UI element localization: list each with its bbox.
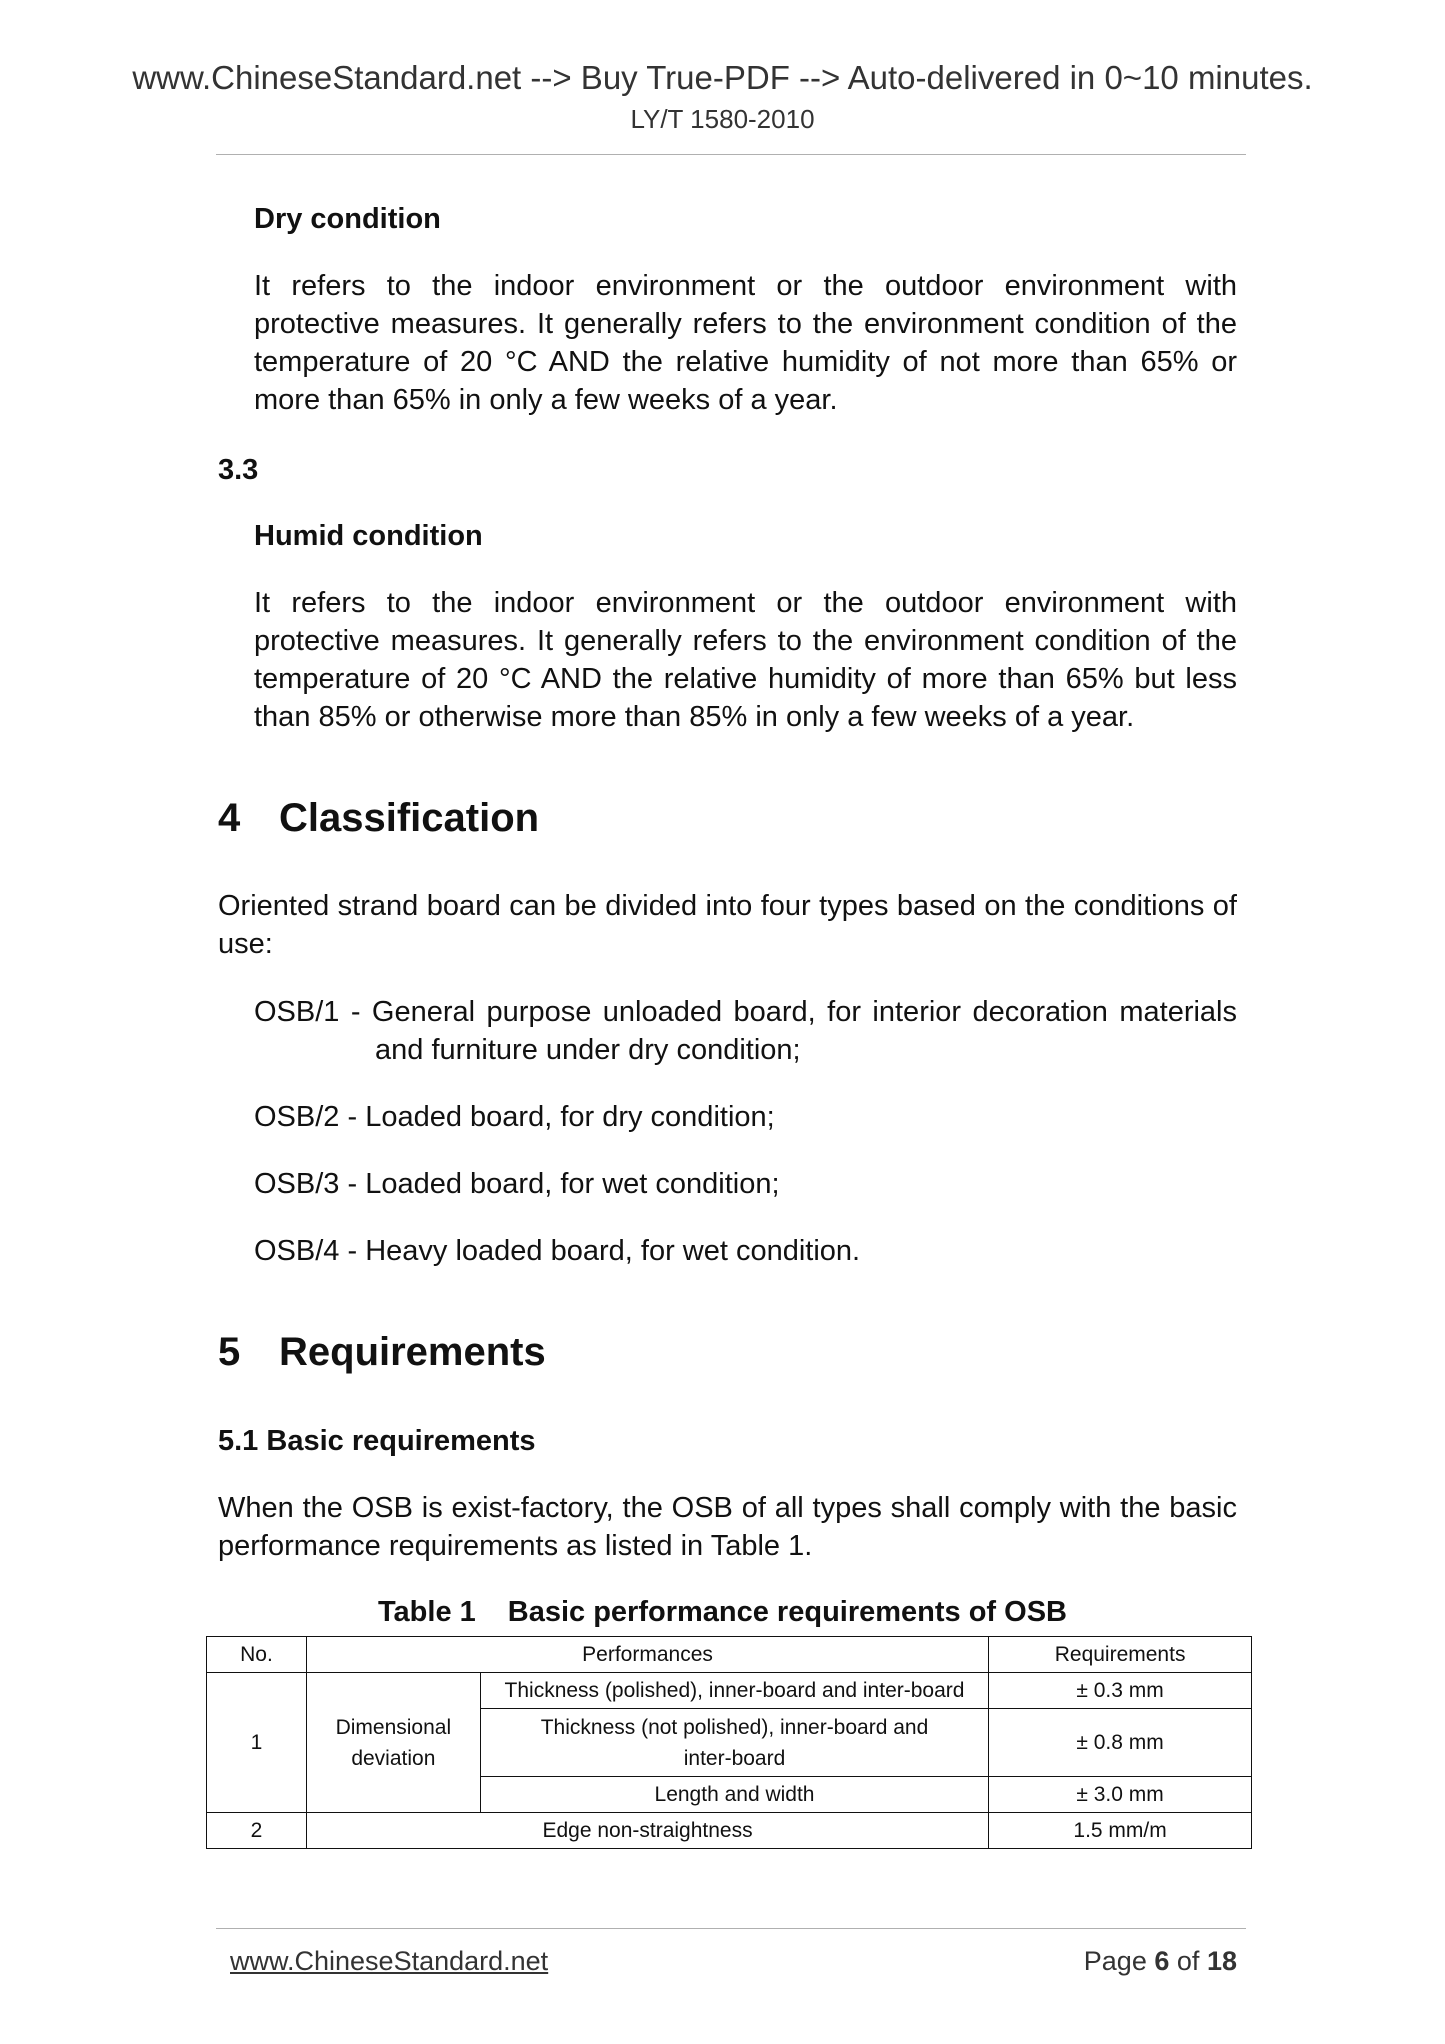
paragraph-line: protective measures. It generally refers to the environment condition of the — [254, 308, 1237, 340]
section-4-title: Classification — [279, 796, 540, 840]
table-caption-text: Basic performance requirements of OSB — [507, 1596, 1067, 1628]
paragraph-line: performance requirements as listed in Table 1. — [218, 1530, 813, 1562]
standard-id: LY/T 1580-2010 — [630, 104, 815, 134]
paragraph-line: Oriented strand board can be divided into four types based on the conditions of — [218, 890, 1237, 922]
footer-divider — [216, 1928, 1246, 1929]
cell-requirement: ± 0.8 mm — [989, 1709, 1252, 1777]
cell-performance: Thickness (polished), inner-board and inter-board — [480, 1673, 988, 1709]
cell-requirement: 1.5 mm/m — [989, 1813, 1252, 1849]
dry-condition-paragraph — [254, 267, 1237, 419]
page-of: of — [1176, 1946, 1200, 1976]
page-current: 6 — [1154, 1946, 1170, 1976]
classification-item-osb2: OSB/2 - Loaded board, for dry condition; — [254, 1101, 775, 1133]
cell-group-line: Dimensional — [335, 1715, 452, 1739]
list-item-line: and furniture under dry condition; — [375, 1034, 801, 1066]
page-indicator — [1084, 1944, 1237, 1978]
cell-group-line: deviation — [351, 1746, 436, 1770]
table-row — [207, 1673, 1252, 1709]
classification-intro — [218, 887, 1237, 963]
classification-item-osb3: OSB/3 - Loaded board, for wet condition; — [254, 1168, 780, 1200]
section-number-3-3: 3.3 — [218, 454, 259, 486]
section-5-title: Requirements — [279, 1330, 546, 1374]
cell-performance: Length and width — [480, 1777, 988, 1813]
humid-condition-title: Humid condition — [254, 520, 483, 552]
humid-condition-paragraph — [254, 584, 1237, 736]
page-total: 18 — [1206, 1946, 1237, 1976]
table-row — [207, 1813, 1252, 1849]
footer-link[interactable]: www.ChineseStandard.net — [230, 1946, 549, 1976]
cell-performance-line: inter-board — [683, 1746, 786, 1770]
table-1 — [206, 1636, 1252, 1849]
requirements-paragraph — [218, 1489, 1237, 1565]
paragraph-line: than 85% or otherwise more than 85% in only a few weeks of a year. — [254, 701, 1135, 733]
paragraph-line: It refers to the indoor environment or the outdoor environment with — [254, 270, 1237, 302]
header-divider — [216, 154, 1246, 155]
page-word: Page — [1083, 1946, 1147, 1976]
header-banner: www.ChineseStandard.net --> Buy True-PDF --> Auto-delivered in 0~10 minutes. — [132, 59, 1313, 96]
table-caption-label: Table 1 — [377, 1596, 476, 1628]
classification-item-osb1 — [254, 993, 1237, 1069]
cell-performance: Edge non-straightness — [306, 1813, 988, 1849]
cell-performance-line: Thickness (not polished), inner-board and — [540, 1715, 929, 1739]
cell-performance — [480, 1709, 988, 1777]
table-1-caption — [0, 1594, 1445, 1630]
cell-requirement: ± 3.0 mm — [989, 1777, 1252, 1813]
paragraph-line: It refers to the indoor environment or the outdoor environment with — [254, 587, 1237, 619]
paragraph-line: protective measures. It generally refers to the environment condition of the — [254, 625, 1237, 657]
dry-condition-title: Dry condition — [254, 203, 441, 235]
section-5-number: 5 — [218, 1330, 241, 1374]
paragraph-line: temperature of 20 °C AND the relative humidity of not more than 65% or — [254, 346, 1237, 378]
subsection-5-1-title: 5.1 Basic requirements — [218, 1425, 536, 1457]
header-cell-performances: Performances — [306, 1637, 988, 1673]
section-4-number: 4 — [218, 796, 241, 840]
table-header-row — [207, 1637, 1252, 1673]
header-cell-no: No. — [207, 1637, 307, 1673]
cell-no: 1 — [207, 1673, 307, 1813]
paragraph-line: temperature of 20 °C AND the relative humidity of more than 65% but less — [254, 663, 1237, 695]
cell-group — [306, 1673, 480, 1813]
paragraph-line: When the OSB is exist-factory, the OSB of all types shall comply with the basic — [218, 1492, 1237, 1524]
cell-requirement: ± 0.3 mm — [989, 1673, 1252, 1709]
cell-no: 2 — [207, 1813, 307, 1849]
header-cell-requirements: Requirements — [989, 1637, 1252, 1673]
paragraph-line: more than 65% in only a few weeks of a year. — [254, 384, 838, 416]
classification-item-osb4: OSB/4 - Heavy loaded board, for wet condition. — [254, 1235, 861, 1267]
paragraph-line: use: — [218, 928, 273, 960]
list-item-line: OSB/1 - General purpose unloaded board, for interior decoration materials — [254, 996, 1237, 1028]
